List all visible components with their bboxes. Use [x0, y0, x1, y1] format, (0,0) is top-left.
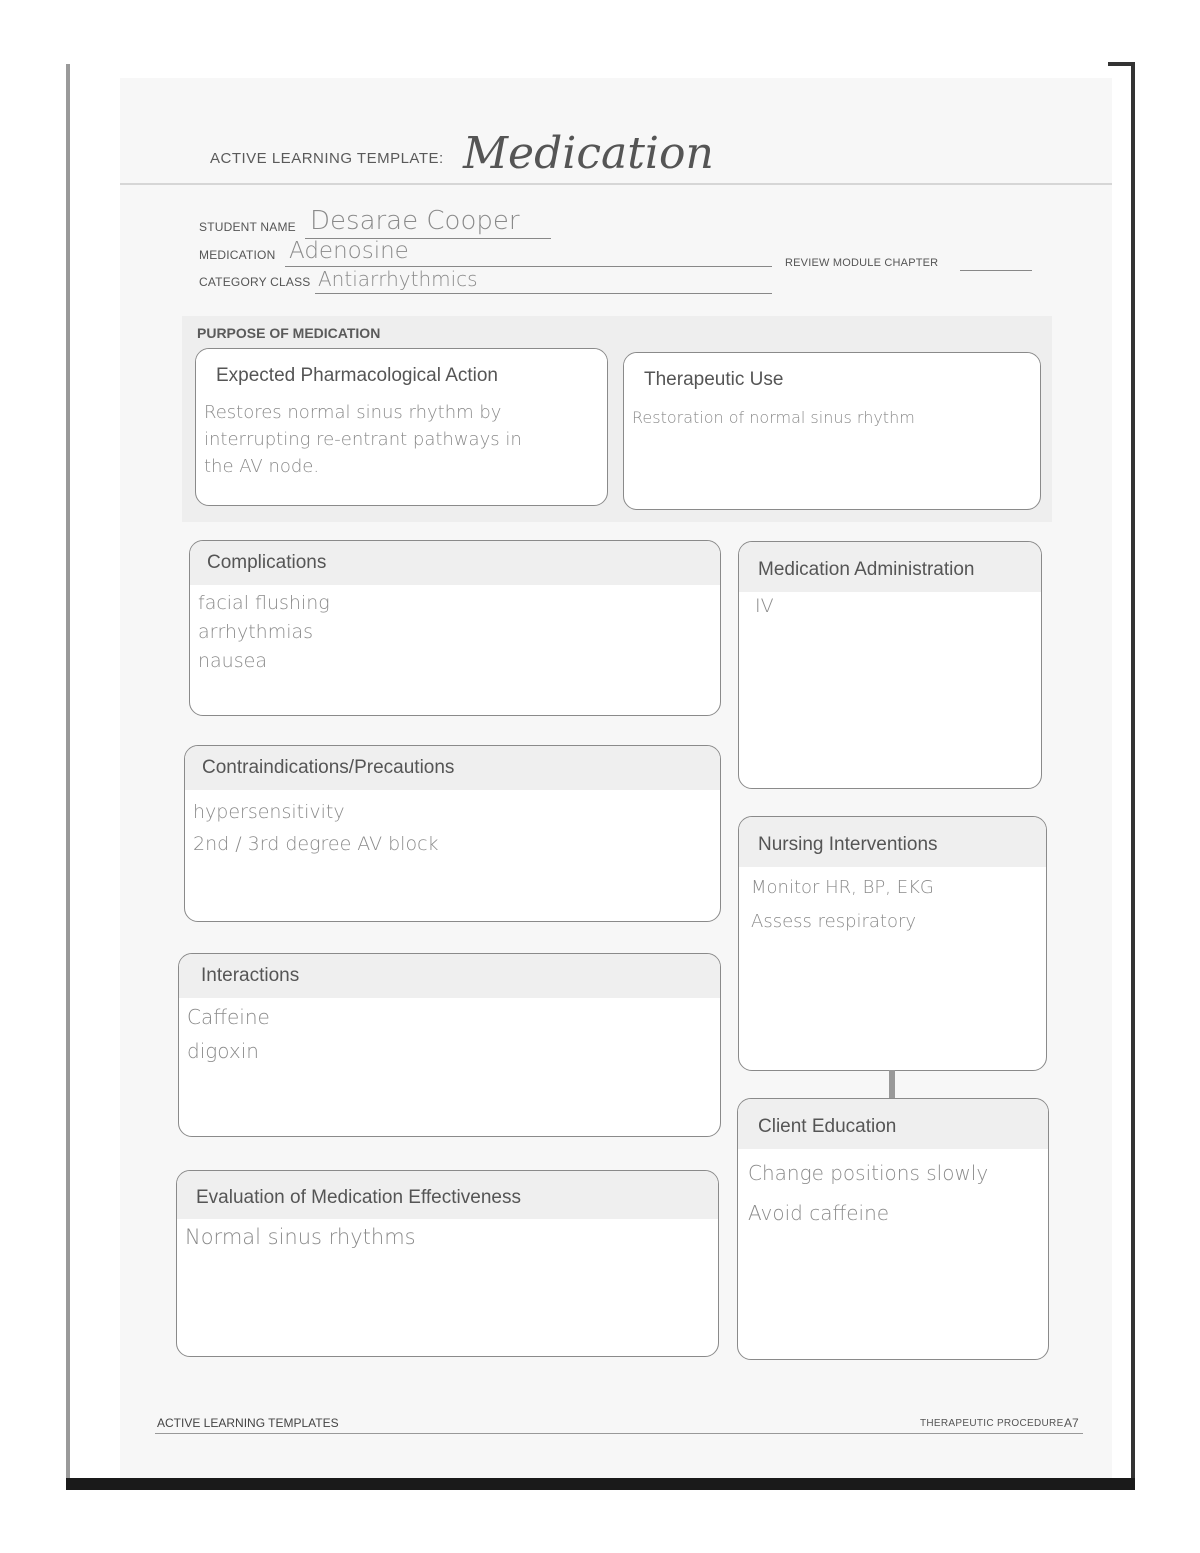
footer-divider: [155, 1433, 1083, 1434]
evaluation-title: Evaluation of Medication Effectiveness: [177, 1171, 718, 1219]
contraindications-box: [184, 745, 721, 922]
client-education-line: Avoid caffeine: [748, 1201, 890, 1225]
medication-administration-line: IV: [755, 595, 774, 617]
client-education-line: Change positions slowly: [748, 1161, 989, 1185]
purpose-label: PURPOSE OF MEDICATION: [197, 325, 381, 341]
category-class-line: [315, 293, 772, 294]
complications-content[interactable]: [190, 585, 720, 680]
therapeutic-use-content[interactable]: [624, 403, 1040, 436]
client-education-title: Client Education: [738, 1099, 1048, 1149]
contraindications-content[interactable]: [185, 790, 720, 864]
interactions-content[interactable]: [179, 998, 720, 1072]
medication-administration-box: [738, 541, 1042, 789]
expected-action-line: interrupting re-entrant pathways in: [204, 429, 522, 450]
therapeutic-use-title: Therapeutic Use: [624, 353, 1040, 403]
nursing-interventions-title: Nursing Interventions: [739, 817, 1046, 867]
therapeutic-use-line: Restoration of normal sinus rhythm: [632, 408, 915, 427]
review-module-line: [960, 270, 1032, 271]
complications-line: arrhythmias: [198, 621, 314, 643]
expected-action-box: [195, 348, 608, 506]
student-name-label: STUDENT NAME: [199, 220, 296, 234]
box-connector: [889, 1070, 895, 1098]
nursing-interventions-content[interactable]: [739, 867, 1046, 943]
student-name-value[interactable]: Desarae Cooper: [310, 206, 520, 236]
interactions-line: Caffeine: [187, 1005, 270, 1029]
interactions-title: Interactions: [179, 954, 720, 998]
expected-action-line: Restores normal sinus rhythm by: [204, 402, 502, 423]
contraindications-title: Contraindications/Precautions: [185, 746, 720, 790]
medication-administration-content[interactable]: [739, 592, 1041, 625]
interactions-box: [178, 953, 721, 1137]
footer-left-label: ACTIVE LEARNING TEMPLATES: [157, 1416, 339, 1430]
nursing-interventions-box: [738, 816, 1047, 1071]
contraindications-line: hypersensitivity: [193, 801, 345, 823]
contraindications-line: 2nd / 3rd degree AV block: [193, 833, 439, 855]
therapeutic-use-box: [623, 352, 1041, 510]
template-label: ACTIVE LEARNING TEMPLATE:: [210, 150, 444, 167]
medication-value[interactable]: Adenosine: [289, 238, 409, 264]
page-edge-shadow: [66, 64, 70, 1484]
category-class-value[interactable]: Antiarrhythmics: [318, 267, 478, 291]
category-class-label: CATEGORY CLASS: [199, 275, 311, 289]
template-title: Medication: [463, 128, 714, 179]
page-right-edge: [1131, 62, 1135, 1490]
page-bottom-edge: [66, 1478, 1135, 1490]
complications-line: facial flushing: [198, 592, 330, 614]
interactions-line: digoxin: [187, 1039, 259, 1063]
evaluation-box: [176, 1170, 719, 1357]
review-module-label: REVIEW MODULE CHAPTER: [785, 257, 939, 269]
complications-box: [189, 540, 721, 716]
complications-line: nausea: [198, 650, 267, 672]
title-divider: [120, 183, 1112, 185]
footer-right-label: THERAPEUTIC PROCEDURE: [920, 1418, 1064, 1429]
client-education-box: [737, 1098, 1049, 1360]
page-number: A7: [1064, 1416, 1079, 1430]
nursing-interventions-line: Monitor HR, BP, EKG: [751, 877, 934, 898]
expected-action-line: the AV node.: [204, 456, 320, 477]
medication-administration-title: Medication Administration: [739, 542, 1041, 592]
nursing-interventions-line: Assess respiratory: [751, 911, 917, 932]
expected-action-content[interactable]: [196, 399, 607, 484]
medication-label: MEDICATION: [199, 248, 276, 262]
expected-action-title: Expected Pharmacological Action: [196, 349, 607, 399]
complications-title: Complications: [190, 541, 720, 585]
evaluation-content[interactable]: [177, 1219, 718, 1256]
client-education-content[interactable]: [738, 1149, 1048, 1237]
evaluation-line: Normal sinus rhythms: [185, 1225, 416, 1249]
